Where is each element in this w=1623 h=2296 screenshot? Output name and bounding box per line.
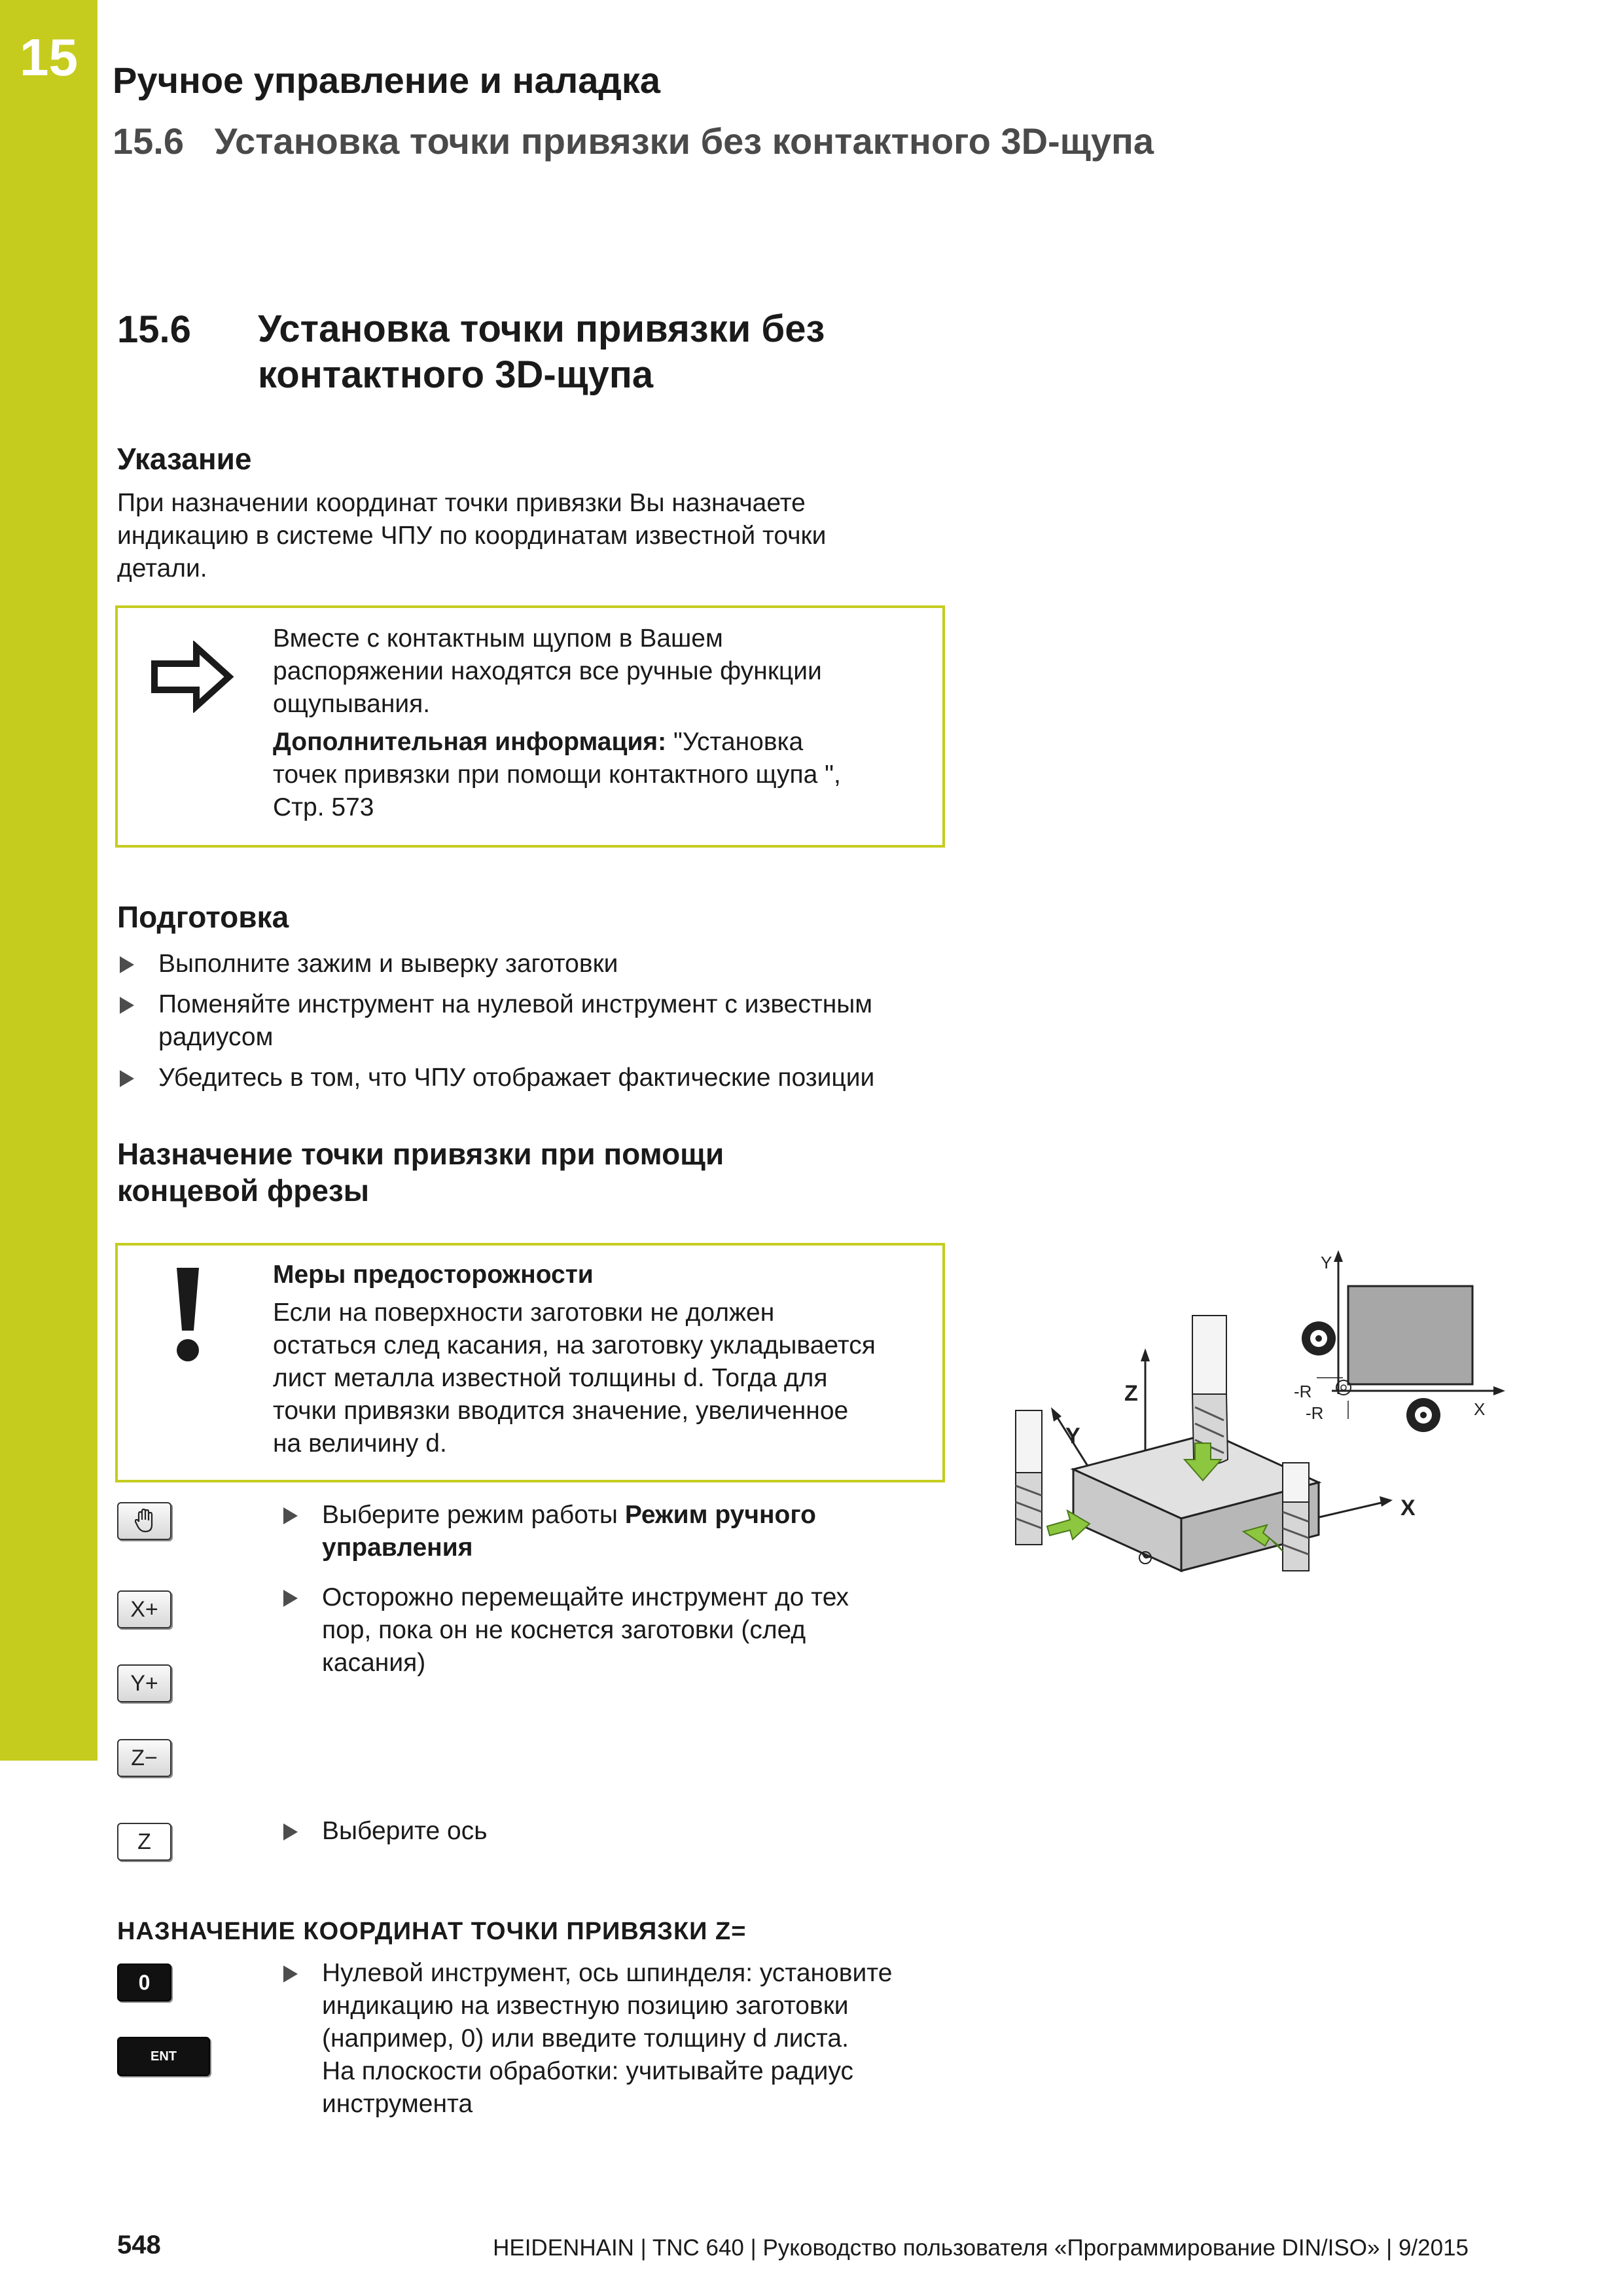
minus-r-label: -R [1294,1382,1312,1401]
section-title-line: контактного 3D-щупа [258,353,654,396]
ent-key[interactable]: ENT [117,2037,210,2076]
step-select-axis [283,1815,990,1848]
step-line: На плоскости обработки: учитывайте радиус [322,2057,854,2085]
list-item: Выполните зажим и выверку заготовки [120,948,971,980]
more-info-label: Дополнительная информация: [273,728,667,756]
step-bold: Режим ручного [624,1501,816,1529]
page-number: 548 [117,2231,161,2259]
hand-icon [135,1509,154,1534]
right-arrow-icon [151,641,236,713]
step-move-tool [283,1581,990,1679]
note-line: индикацию в системе ЧПУ по координатам известной точки [117,522,827,550]
preparation-list [120,948,971,1102]
step-assign [283,1957,990,2121]
endmill-heading-line: концевой фрезы [117,1174,370,1208]
step-line: Нулевой инструмент, ось шпинделя: установите [322,1959,893,1987]
section-number: 15.6 [117,308,191,351]
chapter-sidebar [0,0,98,1761]
caution-line: Если на поверхности заготовки не должен [273,1299,775,1327]
x-plus-key[interactable]: X+ [117,1590,171,1628]
step-bold: управления [322,1534,473,1562]
z-axis-label: Z [1124,1381,1138,1406]
x-axis-label: X [1400,1496,1416,1520]
note-line: детали. [117,554,207,583]
minus-r-label: -R [1306,1403,1324,1423]
step-line: Осторожно перемещайте инструмент до тех [322,1583,849,1611]
step-line: (например, 0) или введите толщину d листа. [322,2024,849,2053]
top-x-label: X [1474,1399,1486,1419]
section-title-line: Установка точки привязки без [258,308,825,350]
y-plus-key[interactable]: Y+ [117,1664,171,1702]
zero-key[interactable]: 0 [117,1964,171,2001]
info-line: ощупывания. [273,690,431,718]
more-info [273,726,927,759]
preparation-heading: Подготовка [117,900,289,934]
exclamation-icon [171,1265,204,1363]
info-line: Вместе с контактным щупом в Вашем [273,624,723,653]
endmill-touch-figure [1008,1244,1518,1649]
caution-title: Меры предосторожности [273,1261,594,1289]
top-view-diagram [1294,1250,1505,1432]
chapter-number: 15 [20,28,78,86]
caution-line: точки привязки вводится значение, увеличенное [273,1397,849,1425]
cutter-top-view [1302,1321,1336,1355]
page-reference-link[interactable]: Стр. 573 [273,793,374,821]
list-item: Убедитесь в том, что ЧПУ отображает фактические позиции [120,1062,971,1094]
endmill-heading [117,1136,724,1209]
info-line: распоряжении находятся все ручные функции [273,657,822,685]
z-minus-key[interactable]: Z− [117,1739,171,1777]
list-item: Поменяйте инструмент на нулевой инструмент с известным радиусом [120,988,971,1054]
manual-mode-key[interactable] [117,1502,171,1540]
endmill-heading-line: Назначение точки привязки при помощи [117,1137,724,1171]
caution-line: на величину d. [273,1429,447,1458]
caution-line: лист металла известной толщины d. Тогда для [273,1364,828,1392]
step-line: инструмента [322,2090,473,2118]
assign-heading: НАЗНАЧЕНИЕ КООРДИНАТ ТОЧКИ ПРИВЯЗКИ Z= [117,1918,747,1945]
note-line: При назначении координат точки привязки Вы назначаете [117,489,806,517]
note-heading: Указание [117,442,252,476]
info-box [115,605,945,848]
step-line: касания) [322,1649,426,1677]
top-y-label: Y [1321,1253,1332,1272]
section-title [258,306,912,398]
caution-line: остаться след касания, на заготовку укладывается [273,1331,876,1359]
chapter-title: Ручное управление и наладка [113,60,661,101]
step-manual-mode [283,1499,990,1564]
y-axis-label: Y [1065,1424,1080,1448]
more-info-text: "Установка [666,728,804,756]
step-line: индикацию на известную позицию заготовки [322,1992,849,2020]
step-text: Выберите режим работы [322,1501,625,1529]
cutter-top-view [1406,1398,1440,1432]
footer-text: HEIDENHAIN | TNC 640 | Руководство пользователя «Программирование DIN/ISO» | 9/2015 [493,2235,1469,2261]
z-axis-key[interactable]: Z [117,1823,171,1861]
section-running-title: 15.6 Установка точки привязки без контактного 3D-щупа [113,120,1154,162]
step-line: пор, пока он не коснется заготовки (след [322,1616,806,1644]
more-info-link[interactable]: точек привязки при помощи контактного щупа ", [273,761,841,789]
info-text [273,622,927,824]
caution-box [115,1243,945,1482]
step-text: Выберите ось [322,1817,488,1845]
note-paragraph [117,487,968,585]
caution-text [273,1259,927,1460]
